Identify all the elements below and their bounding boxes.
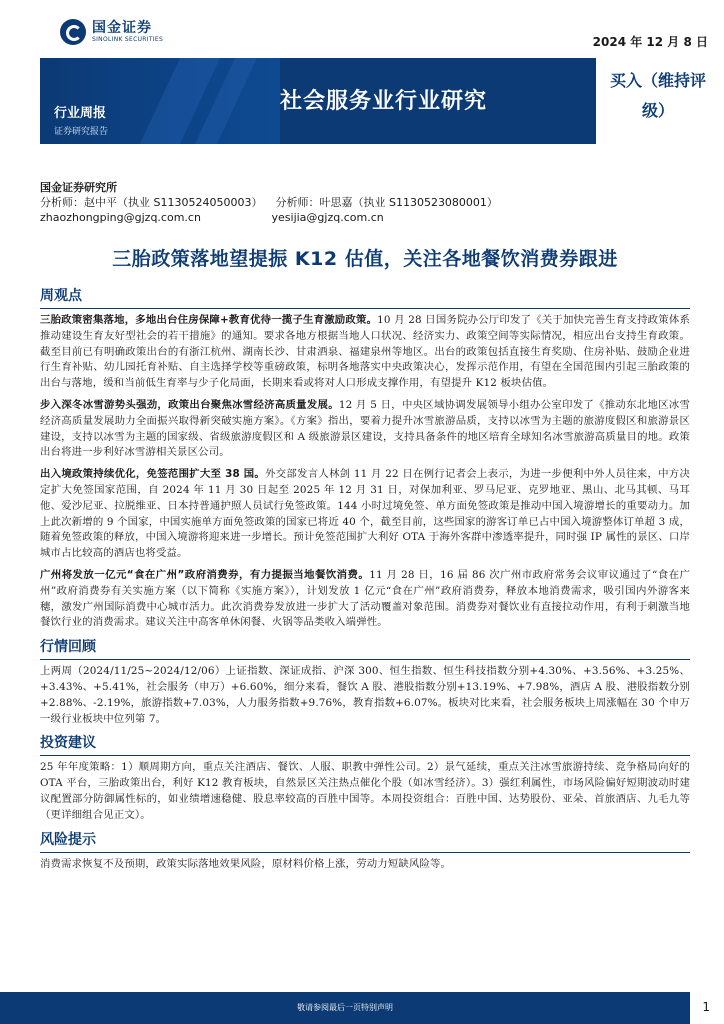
page-number: 1: [702, 1000, 710, 1014]
report-body: [40, 286, 690, 878]
section-title: 周观点: [40, 288, 82, 304]
paragraph: [40, 313, 690, 392]
paragraph-lead: 广州将发放一亿元“食在广州”政府消费券，有力提振当地餐饮消费。: [40, 568, 370, 581]
section-divider: [40, 659, 690, 660]
paragraph-lead: 三胎政策密集落地，多地出台住房保障+教育优待一揽子生育激励政策。: [40, 314, 378, 326]
logo-icon: [60, 19, 86, 45]
rating-box: [596, 58, 724, 144]
analyst-2: 分析师：叶思嘉（执业 S1130523080001）: [275, 196, 498, 209]
paragraph-text: 上两周（2024/11/25~2024/12/06）上证指数、深证成指、沪深 300、恒生指数、恒生科技指数分别+4.30%、+3.56%、+3.25%、+3.43%、+5.41%，社会服务（申万）+6.60%，细分来看，餐饮 A 股、港股指数分别+13.19%、+7.98%，酒店 A 股、港股指数分别+2.88%、-2.19%，旅游指数+7.03%，人力服务指数+9.76%，教育指数+6.07%。板块对比来看，社会服务板块上周涨幅在 30 个申万一级行业板块中位列第 7。: [40, 665, 690, 725]
report-type: 行业周报: [54, 106, 107, 121]
rating-label: 买入（维持评级）: [609, 71, 706, 120]
section-title: 行情回顾: [40, 639, 96, 656]
section-divider: [40, 852, 690, 853]
footer-bar: [0, 992, 690, 1024]
paragraph: [40, 568, 690, 631]
paragraph-text: 外交部发言人林剑 11 月 22 日在例行记者会上表示，为进一步便利中外人员往来，中方决定扩大免签国家范围，自 2024 年 11 月 30 日起至 2025 年 12 月 31 日，对保加利亚、罗马尼亚、克罗地亚、黑山、北马其顿、马耳他、爱沙尼亚、拉脱维亚、日本持普通护照人员试行免签政策。144 小时过境免签、单方面免签政策是推动中国入境游增长的重要动力。加上此次新增的 9 个国家，中国实施单方面免签政策的国家已将近 40 个，截至目前，这些国家的游客订单已占中国入境游整体订单超 3 成，随着免签政策的释放，中国入境游将迎来进一步增长。预计免签范围扩大利好 OTA 于海外客群中渗透率提升，同时强 IP 属性的景区、口岸城市占比较高的酒店也将受益。: [40, 468, 690, 560]
section-market: [40, 637, 690, 727]
paragraph-text: 11 月 28 日，16 届 86 次广州市政府常务会议审议通过了“食在广州”政府消费券有关实施方案（以下简称《实施方案》），计划发放 1 亿元“食在广州”政府消费券，释放本地消费需求，吸引国内外游客来穗，激发广州国际消费中心城市活力。此次消费券发放进一步扩大了活动覆盖对象范围。消费券对餐饮业有直接拉动作用，有利于刺激当地餐饮行业的消费需求。建议关注中高客单休闲餐、火锅等品类收入端弹性。: [40, 568, 690, 629]
company-logo: [60, 19, 163, 45]
footer-disclaimer: 敬请参阅最后一页特别声明: [297, 1003, 393, 1012]
paragraph-text: 消费需求恢复不及预期，政策实际落地效果风险，原材料价格上涨，劳动力短缺风险等。: [40, 857, 452, 870]
section-title: 投资建议: [40, 735, 96, 752]
section-divider: [40, 308, 690, 309]
analyst-2-email[interactable]: yesijia@gjzq.com.cn: [271, 211, 384, 224]
page-footer: [0, 992, 724, 1024]
analyst-block: [40, 180, 690, 225]
section-views: [40, 286, 690, 631]
paragraph-text: 10 月 28 日国务院办公厅印发了《关于加快完善生育支持政策体系推动建设生育友好型社会的若干措施》的通知。要求各地方根据当地人口状况、经济实力、政策空间等实际情况，相应出台支持生育政策。截至目前已有明确政策出台的有浙江杭州、湖南长沙、甘肃酒泉、福建泉州等地区。出台的政策包括直接生育奖励、住房补贴、鼓励企业进行生育补贴、幼儿园托育补贴、自主选择学校等重磅政策，标明各地落实中央政策决心，发挥示范作用，有望在全国范围内引起三胎政策的出台与落地，缓和当前低生育率与少子化局面，长期来看或将对人口形成支撑作用，有望提升 K12 板块估值。: [40, 314, 690, 390]
analyst-1: 分析师：赵中平（执业 S1130524050003）: [40, 196, 263, 209]
paragraph: [40, 467, 690, 562]
logo-name: 国金证券: [92, 20, 152, 36]
section-divider: [40, 755, 690, 756]
paragraph-lead: 步入深冬冰雪游势头强劲，政策出台聚焦冰雪经济高质量发展。: [40, 398, 339, 411]
report-header: [0, 0, 724, 158]
report-title: 社会服务业行业研究: [280, 89, 488, 114]
section-risk: [40, 830, 690, 873]
paragraph-lead: 出入境政策持续优化，免签范围扩大至 38 国。: [40, 468, 266, 481]
report-headline: 三胎政策落地望提振 K12 估值，关注各地餐饮消费券跟进: [112, 248, 618, 270]
report-subtype: 证券研究报告: [54, 127, 109, 137]
report-date: 2024 年 12 月 8 日: [592, 35, 708, 49]
logo-english-name: SINOLINK SECURITIES: [92, 36, 164, 43]
section-advice: [40, 733, 690, 823]
paragraph: [40, 398, 690, 461]
paragraph-text: 12 月 5 日，中央区域协调发展领导小组办公室印发了《推动东北地区冰雪经济高质量发展助力全面振兴取得新突破实施方案》。《方案》指出，要着力提升冰雪旅游品质，支持以冰雪为主题的旅游度假区和旅游景区建设，支持以冰雪为主题的国家级、省级旅游度假区和 A 级旅游景区建设，支持具备条件的地区培育全球知名冰雪旅游高质量目的地。政策出台将进一步利好冰雪游相关景区公司。: [40, 398, 690, 459]
research-institute: 国金证券研究所: [40, 181, 117, 194]
section-title: 风险提示: [40, 831, 96, 848]
paragraph-text: 25 年年度策略：1）顺周期方向，重点关注酒店、餐饮、人服、职教中弹性公司。2）景气延续，重点关注冰雪旅游持续、竞争格局向好的 OTA 平台，三胎政策出台，利好 K12 教育板块，自然景区关注热点催化个股（如冰雪经济）。3）强红利属性，市场风险偏好短期波动时建议配置部分防御属性标的，如业绩增速稳健、股息率较高的百胜中国等。本周投资组合：百胜中国、达势股份、亚朵、首旅酒店、九毛九等（更详细组合见正文）。: [40, 761, 690, 821]
title-band: [40, 58, 724, 144]
analyst-1-email[interactable]: zhaozhongping@gjzq.com.cn: [40, 211, 201, 224]
